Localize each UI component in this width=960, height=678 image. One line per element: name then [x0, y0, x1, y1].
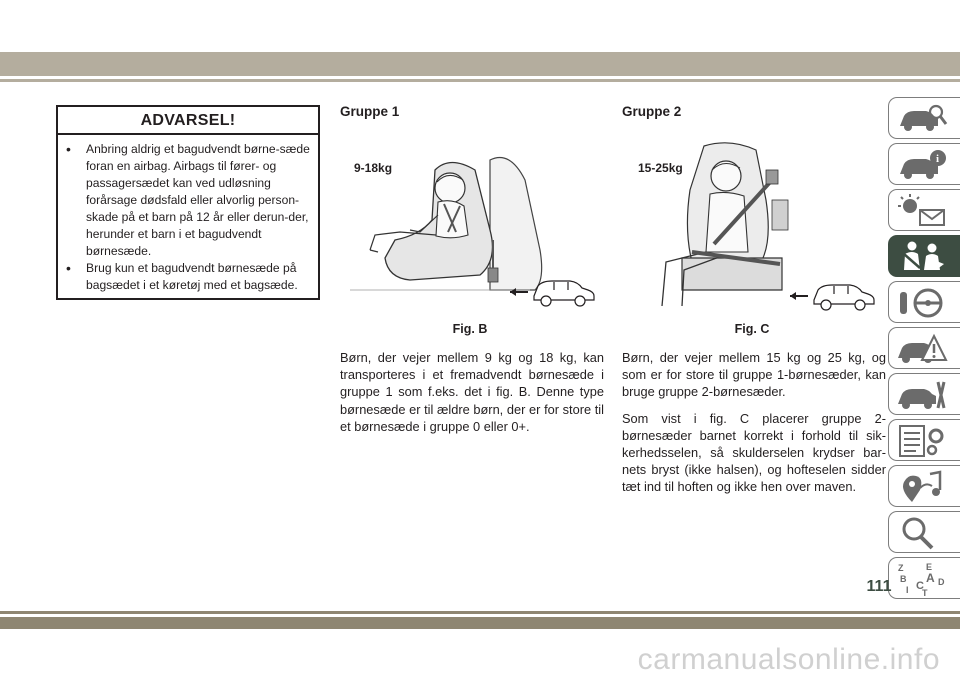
group2-body: [622, 349, 886, 505]
group2-paragraph: Som vist i fig. C placerer gruppe 2-børnesæder barnet korrekt i forhold til sik-kerhedsselen, så skulderselen krydser bar-nets bryst (ikke halsen), og hofteselen sidder tæt ind til hoften og ikke hen over maven.: [622, 410, 886, 495]
group1-paragraph: Børn, der vejer mellem 9 kg og 18 kg, kan transporteres i et fremadvendt børnesæde i gruppe 1 som f.eks. det i fig. B. Denne type børnesæde er til ældre børn, der er for store til et børnesæde i gruppe 0 eller 0+.: [340, 350, 604, 434]
figure-c-booster-seat-illustration: [622, 140, 884, 316]
warning-item: • Anbring aldrig et bagudvendt børne-sæde foran en airbag. Airbags til fører- og passagersædet kan ved udløsning forårsage dødsfald eller alvorlig person-skade på et barn på 12 år eller derun-der, herunder et barn i et bagudvendt børnesæde.: [86, 141, 310, 260]
index-letter: D: [938, 577, 945, 587]
figure-c-caption: Fig. C: [734, 322, 770, 336]
index-letter: B: [900, 574, 907, 584]
dashboard-lights-icon: [896, 194, 948, 228]
footer-band: [0, 617, 960, 629]
tab-multimedia[interactable]: [888, 465, 960, 507]
tab-car-tools[interactable]: [888, 373, 960, 415]
index-letter: A: [926, 571, 935, 585]
tab-car-warning[interactable]: [888, 327, 960, 369]
tab-dashboard-lights[interactable]: [888, 189, 960, 231]
tab-steering-wheel[interactable]: [888, 281, 960, 323]
svg-text:i: i: [936, 153, 940, 165]
car-magnifier-icon: [896, 102, 948, 136]
figure-c-weight-label: 15-25kg: [638, 161, 683, 175]
group2-title: Gruppe 2: [622, 104, 682, 119]
figure-b-weight-label: 9-18kg: [354, 161, 393, 175]
car-tools-icon: [896, 378, 948, 412]
tab-car-magnifier[interactable]: [888, 97, 960, 139]
header-band: [0, 52, 960, 76]
warning-title: ADVARSEL!: [58, 107, 318, 135]
tab-alphabet-index[interactable]: [888, 557, 960, 599]
index-letter: C: [916, 580, 924, 592]
tab-seatbelt-airbag[interactable]: [888, 235, 960, 277]
multimedia-icon: [896, 470, 948, 504]
warning-list: [58, 135, 318, 294]
index-letter: I: [906, 585, 909, 595]
group1-title: Gruppe 1: [340, 104, 400, 119]
watermark-text[interactable]: carmanualsonline.info: [637, 643, 940, 676]
tab-maintenance[interactable]: [888, 419, 960, 461]
index-letter: T: [922, 588, 928, 596]
search-index-icon: [896, 516, 948, 550]
index-letter: E: [926, 562, 933, 572]
tab-search[interactable]: [888, 511, 960, 553]
car-info-icon: [896, 148, 948, 182]
figure-b-caption: Fig. B: [452, 322, 488, 336]
alphabet-index-icon: [896, 562, 948, 596]
seatbelt-airbag-icon: [896, 240, 948, 274]
index-letter: Z: [898, 563, 904, 573]
warning-box: [56, 105, 320, 300]
tab-car-info[interactable]: [888, 143, 960, 185]
group2-paragraph: Børn, der vejer mellem 15 kg og 25 kg, og som er for store til gruppe 1-børnesæder, kan bruge gruppe 2-børnesæder.: [622, 350, 886, 400]
car-warning-icon: [896, 332, 948, 366]
group1-body: [340, 349, 604, 444]
page-number: 111: [866, 578, 892, 595]
maintenance-list-icon: [896, 424, 948, 458]
steering-wheel-icon: [896, 286, 948, 320]
figure-b-child-seat-illustration: [340, 140, 608, 316]
header-rule: [0, 79, 960, 82]
footer-rule: [0, 611, 960, 614]
warning-item: • Brug kun et bagudvendt børnesæde på bagsædet i et køretøj med et bagsæde.: [86, 260, 310, 294]
